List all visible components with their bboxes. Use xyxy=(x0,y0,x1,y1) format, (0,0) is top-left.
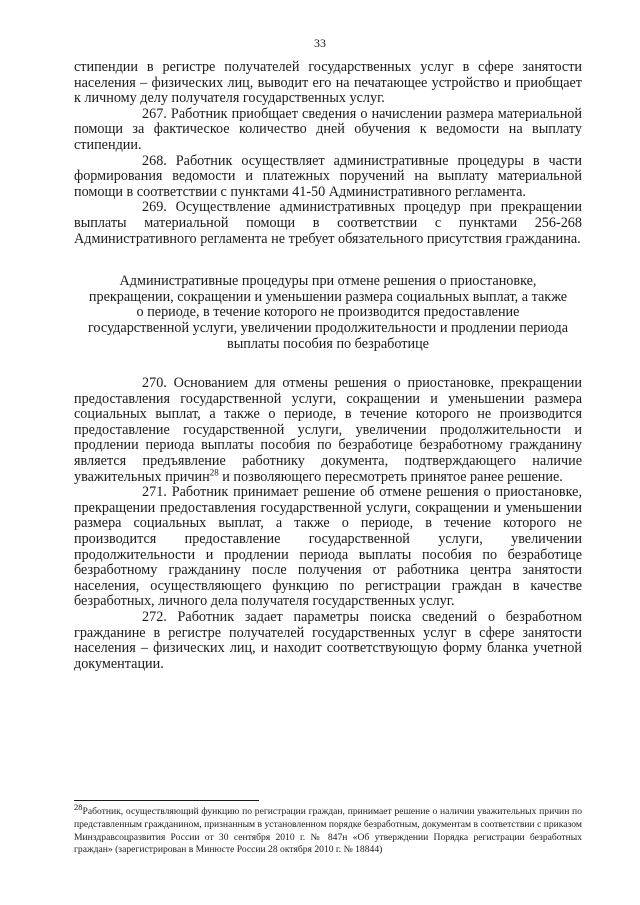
paragraph-270-tail: и позволяющего пересмотреть принятое ранее решение. xyxy=(218,468,563,485)
paragraph-continuation: стипендии в регистре получателей государственных услуг в сфере занятости населения – физических лиц, выводит его на печатающее устройство и приобщает к личному делу получателя государственных услуг. xyxy=(74,59,582,107)
document-body xyxy=(74,60,582,672)
paragraph-267: 267. Работник приобщает сведения о начислении размера материальной помощи за фактическое количество дней обучения к ведомости на выплату стипендии. xyxy=(74,105,582,153)
paragraph-270-text: 270. Основанием для отмены решения о приостановке, прекращении предоставления государственной услуги, сокращении и уменьшении размера социальных выплат, а также о периоде, в течение которого не производится предоставление государственной услуги, увеличении продолжительности и продлении периода выплаты пособия по безработице безработному гражданину является предъявление работнику документа, подтверждающего наличие уважительных причин xyxy=(74,375,582,485)
page-number: 33 xyxy=(314,36,326,50)
footnote xyxy=(74,801,582,857)
paragraph-270 xyxy=(74,376,582,485)
paragraph-269: 269. Осуществление административных процедур при прекращении выплаты материальной помощи в соответствии с пунктами 256-268 Административного регламента не требует обязательного присутствия гражданина. xyxy=(74,199,582,247)
section-heading: Административные процедуры при отмене решения о приостановке, прекращении, сокращении и уменьшении размера социальных выплат, а также о периоде, в течение которого не производится предоставление государственной услуги, увеличении продолжительности и продлении периода выплаты пособия по безработице xyxy=(87,273,569,352)
footnote-ref-28: 28 xyxy=(209,466,219,477)
footnote-text: Работник, осуществляющий функцию по регистрации граждан, принимает решение о наличии уважительных причин по представленным гражданином, признанным в установленном порядке безработным, документам в соответствии с приказом Минздравсоцразвития России от 30 сентября 2010 г. № 847н «Об утверждении Порядка регистрации безработных граждан» (зарегистрирован в Минюсте России 28 октября 2010 г. № 18844) xyxy=(74,806,582,856)
paragraph-268: 268. Работник осуществляет административные процедуры в части формирования ведомости и платежных поручений на выплату материальной помощи в соответствии с пунктами 41-50 Административного регламента. xyxy=(74,152,582,200)
paragraph-271: 271. Работник принимает решение об отмене решения о приостановке, прекращении предоставления государственной услуги, сокращении и уменьшении размера социальных выплат, а также о периоде, в течение которого не производится предоставление государственной услуги, увеличении продолжительности и продлении периода выплаты пособия по безработице безработному гражданину после получения от работника центра занятости населения, осуществляющего функцию по регистрации граждан в качестве безработных, личного дела получателя государственных услуг. xyxy=(74,484,582,610)
footnote-divider xyxy=(74,800,259,801)
footnote-marker: 28 xyxy=(74,801,83,812)
paragraph-272: 272. Работник задает параметры поиска сведений о безработном гражданине в регистре получателей государственных услуг в сфере занятости населения – физических лиц, и находит соответствующую форму бланка учетной документации. xyxy=(74,609,582,672)
